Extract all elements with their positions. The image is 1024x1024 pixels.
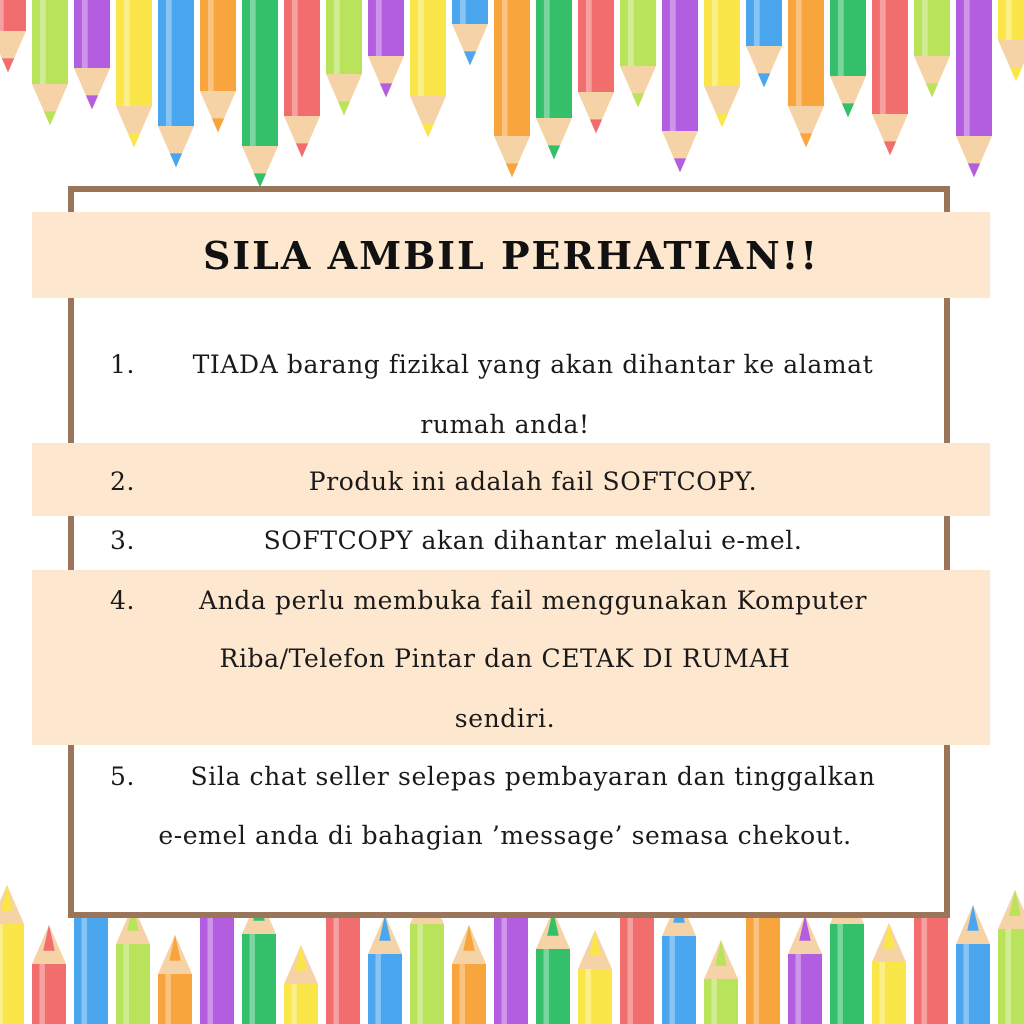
pencil-icon — [368, 0, 404, 97]
note-4-line-1 — [110, 570, 900, 630]
pencil-icon — [956, 905, 990, 1024]
pencil-icon — [452, 925, 486, 1024]
note-3-line-1 — [110, 510, 900, 570]
note-5-number: 5. — [110, 761, 136, 791]
note-1-line-2 — [110, 394, 900, 454]
note-1-text-2: rumah anda! — [420, 409, 590, 439]
note-5-line-1 — [110, 746, 900, 806]
note-4-number: 4. — [110, 585, 136, 615]
pencil-icon — [788, 915, 822, 1024]
pencil-icon — [326, 0, 362, 115]
pencil-icon — [578, 0, 614, 133]
pencil-icon — [620, 0, 656, 107]
pencil-icon — [74, 0, 110, 109]
pencil-icon — [116, 905, 150, 1024]
note-2-text-1: Produk ini adalah fail SOFTCOPY. — [308, 466, 758, 496]
pencil-icon — [32, 0, 68, 125]
pencil-icon — [116, 0, 152, 147]
note-5-line-2 — [110, 805, 900, 865]
pencil-icon — [158, 0, 194, 167]
pencil-icon — [32, 925, 66, 1024]
pencil-icon — [284, 945, 318, 1024]
note-4-text-3: sendiri. — [454, 703, 556, 733]
pencil-icon — [536, 910, 570, 1024]
pencil-icon — [830, 0, 866, 117]
note-4-text-1: Anda perlu membuka fail menggunakan Komputer — [198, 585, 868, 615]
note-5-text-1: Sila chat seller selepas pembayaran dan tinggalkan — [190, 761, 876, 791]
note-2-line-1 — [110, 451, 900, 511]
note-4-line-2 — [110, 628, 900, 688]
pencil-icon — [158, 935, 192, 1024]
pencil-icon — [872, 923, 906, 1024]
pencil-icon — [284, 0, 320, 157]
pencil-icon — [410, 0, 446, 137]
pencil-icon — [998, 890, 1024, 1024]
pencil-icon — [746, 0, 782, 87]
notice-title: SILA AMBIL PERHATIAN!! — [202, 232, 820, 278]
pencil-icon — [494, 0, 530, 177]
pencil-icon — [998, 0, 1024, 81]
pencil-icon — [200, 0, 236, 132]
pencil-icon — [242, 0, 278, 187]
pencil-icon — [956, 0, 992, 177]
note-2-number: 2. — [110, 466, 136, 496]
colored-pencils-top-decoration — [0, 0, 1024, 210]
note-1-number: 1. — [110, 349, 136, 379]
note-4-line-3 — [110, 688, 900, 748]
pencil-icon — [662, 0, 698, 172]
pencil-icon — [788, 0, 824, 147]
pencil-icon — [0, 885, 24, 1024]
pencil-icon — [536, 0, 572, 159]
note-3-text-1: SOFTCOPY akan dihantar melalui e-mel. — [263, 525, 803, 555]
pencil-icon — [704, 0, 740, 127]
note-3-number: 3. — [110, 525, 136, 555]
pencil-icon — [872, 0, 908, 155]
note-1-text-1: TIADA barang fizikal yang akan dihantar ke alamat — [192, 349, 874, 379]
note-1-line-1 — [110, 334, 900, 394]
note-4-text-2: Riba/Telefon Pintar dan CETAK DI RUMAH — [219, 643, 791, 673]
pencil-icon — [914, 0, 950, 97]
pencil-icon — [704, 940, 738, 1024]
pencil-icon — [368, 915, 402, 1024]
pencil-icon — [578, 930, 612, 1024]
pencil-icon — [452, 0, 488, 65]
note-5-text-2: e-emel anda di bahagian ’message’ semasa chekout. — [158, 820, 852, 850]
pencil-icon — [0, 0, 26, 72]
